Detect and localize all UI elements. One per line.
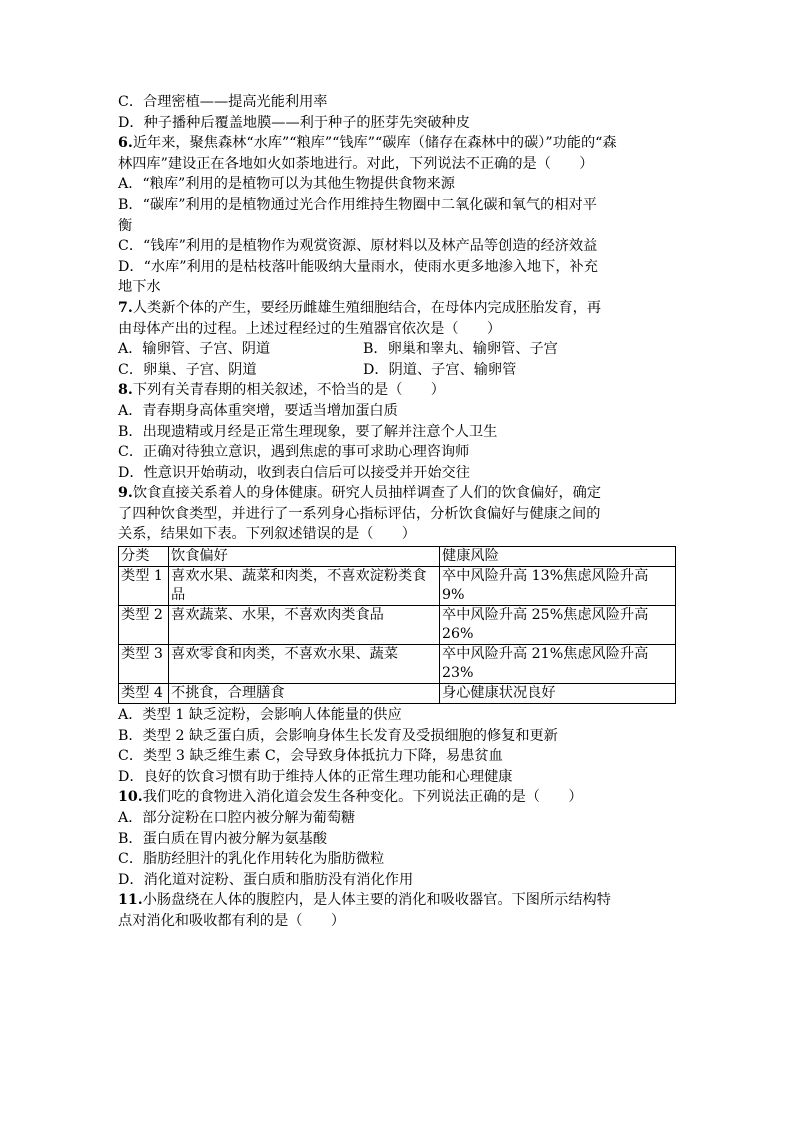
q10-option-c: C．脂肪经胆汁的乳化作用转化为脂肪微粒: [118, 851, 385, 868]
q5-option-c: C．合理密植——提高光能利用率: [118, 94, 328, 110]
q7-option-a: A．输卵管、子宫、阴道: [118, 341, 271, 358]
exam-page: [118, 92, 678, 932]
q9-option-c: C．类型 3 缺乏维生素 C，会导致身体抵抗力下降，易患贫血: [118, 748, 503, 765]
q6-option-a: A．“粮库”利用的是植物可以为其他生物提供食物来源: [118, 176, 455, 193]
table-cell-diet: 喜欢水果、蔬菜和肉类，不喜欢淀粉类食品: [169, 567, 440, 606]
table-cell-risk: 卒中风险升高 21%焦虑风险升高 23%: [440, 645, 676, 684]
q9-option-d: D．良好的饮食习惯有助于维持人体的正常生理功能和心理健康: [118, 768, 513, 785]
q9-stem-line1: [118, 483, 678, 504]
table-header-diet: 饮食偏好: [169, 547, 440, 567]
q9-number: 9.: [118, 485, 133, 502]
table-header-row: [119, 547, 676, 567]
table-cell-type: 类型 2: [119, 606, 169, 645]
q6-number: 6.: [118, 135, 133, 152]
q8-option-a: A．青春期身高体重突增，要适当增加蛋白质: [118, 402, 398, 419]
table-cell-diet: 喜欢零食和肉类，不喜欢水果、蔬菜: [169, 645, 440, 684]
q7-options-row1: [118, 339, 678, 360]
table-header-risk: 健康风险: [440, 547, 676, 567]
q9-stem-line2: 了四种饮食类型，并进行了一系列身心指标评估，分析饮食偏好与健康之间的: [118, 505, 601, 522]
q5-option-d: D．种子播种后覆盖地膜——利于种子的胚芽先突破种皮: [118, 114, 470, 131]
q8-option-d: D．性意识开始萌动，收到表白信后可以接受并开始交往: [118, 464, 470, 481]
q6-option-c: C．“钱库”利用的是植物作为观赏资源、原材料以及林产品等创造的经济效益: [118, 238, 598, 255]
table-row: [119, 645, 676, 684]
q6-option-b2: 衡: [118, 217, 133, 234]
q7-options-row2: [118, 360, 678, 381]
q6-stem-line1: [118, 133, 678, 154]
table-cell-type: 类型 3: [119, 645, 169, 684]
q8-number: 8.: [118, 382, 133, 399]
q6-option-b1: B．“碳库”利用的是植物通过光合作用维持生物圈中二氧化碳和氧气的相对平: [118, 196, 597, 213]
q11-stem-line2: 点对消化和吸收都有利的是（ ）: [118, 913, 346, 929]
q6-option-d2: 地下水: [118, 279, 161, 296]
q6-stem-text1: 近年来，聚焦森林“水库”“粮库”“钱库”“碳库（储存在森林中的碳）”功能的“森: [132, 135, 617, 152]
table-cell-type: 类型 1: [119, 567, 169, 606]
q11-stem-text1: 小肠盘绕在人体的腹腔内，是人体主要的消化和吸收器官。下图所示结构特: [142, 892, 611, 909]
q7-number: 7.: [118, 299, 133, 316]
q9-option-a: A．类型 1 缺乏淀粉，会影响人体能量的供应: [118, 707, 402, 724]
table-cell-diet: 不挑食，合理膳食: [169, 684, 440, 704]
q8-option-c: C．正确对待独立意识，遇到焦虑的事可求助心理咨询师: [118, 444, 470, 461]
table-cell-risk: 卒中风险升高 25%焦虑风险升高 26%: [440, 606, 676, 645]
q7-stem-text1: 人类新个体的产生，要经历雌雄生殖细胞结合，在母体内完成胚胎发育，再: [132, 299, 602, 316]
q6-stem-line2: 林四库”建设正在各地如火如荼地进行。对此，下列说法不正确的是（ ）: [118, 155, 594, 172]
q10-option-d: D．消化道对淀粉、蛋白质和脂肪没有消化作用: [118, 871, 414, 888]
q9-stem-text1: 饮食直接关系着人的身体健康。研究人员抽样调查了人们的饮食偏好，确定: [132, 485, 602, 502]
q10-stem-text: 我们吃的食物进入消化道会发生各种变化。下列说法正确的是（ ）: [142, 789, 583, 806]
table-cell-risk: 身心健康状况良好: [440, 684, 676, 704]
table-row: [119, 684, 676, 704]
q8-option-b: B．出现遗精或月经是正常生理现象，要了解并注意个人卫生: [118, 423, 498, 440]
q7-option-b: B．卵巢和睾丸、输卵管、子宫: [363, 341, 558, 358]
q11-stem-line1: [118, 890, 678, 911]
q7-option-c: C．卵巢、子宫、阴道: [118, 361, 257, 378]
table-cell-type: 类型 4: [119, 684, 169, 704]
q7-option-d: D．阴道、子宫、输卵管: [363, 361, 517, 378]
q7-stem-line2: 由母体产出的过程。上述过程经过的生殖器官依次是（ ）: [118, 320, 502, 337]
q11-number: 11.: [118, 892, 143, 909]
q9-option-b: B．类型 2 缺乏蛋白质，会影响身体生长发育及受损细胞的修复和更新: [118, 727, 558, 744]
q10-stem: [118, 787, 678, 808]
q10-number: 10.: [118, 789, 143, 806]
table-row: [119, 606, 676, 645]
q6-option-d1: D．“水库”利用的是枯枝落叶能吸纳大量雨水，使雨水更多地渗入地下，补充: [118, 258, 598, 275]
q10-option-b: B．蛋白质在胃内被分解为氨基酸: [118, 830, 328, 847]
table-row: [119, 567, 676, 606]
q7-stem-line1: [118, 298, 678, 319]
q8-stem: [118, 380, 678, 401]
q8-stem-text: 下列有关青春期的相关叙述，不恰当的是（ ）: [132, 382, 445, 399]
table-header-category: 分类: [119, 547, 169, 567]
q10-option-a: A．部分淀粉在口腔内被分解为葡萄糖: [118, 810, 356, 827]
table-cell-diet: 喜欢蔬菜、水果，不喜欢肉类食品: [169, 606, 440, 645]
diet-health-table: [118, 546, 676, 704]
q9-stem-line3: 关系，结果如下表。下列叙述错误的是（ ）: [118, 526, 416, 543]
table-cell-risk: 卒中风险升高 13%焦虑风险升高 9%: [440, 567, 676, 606]
